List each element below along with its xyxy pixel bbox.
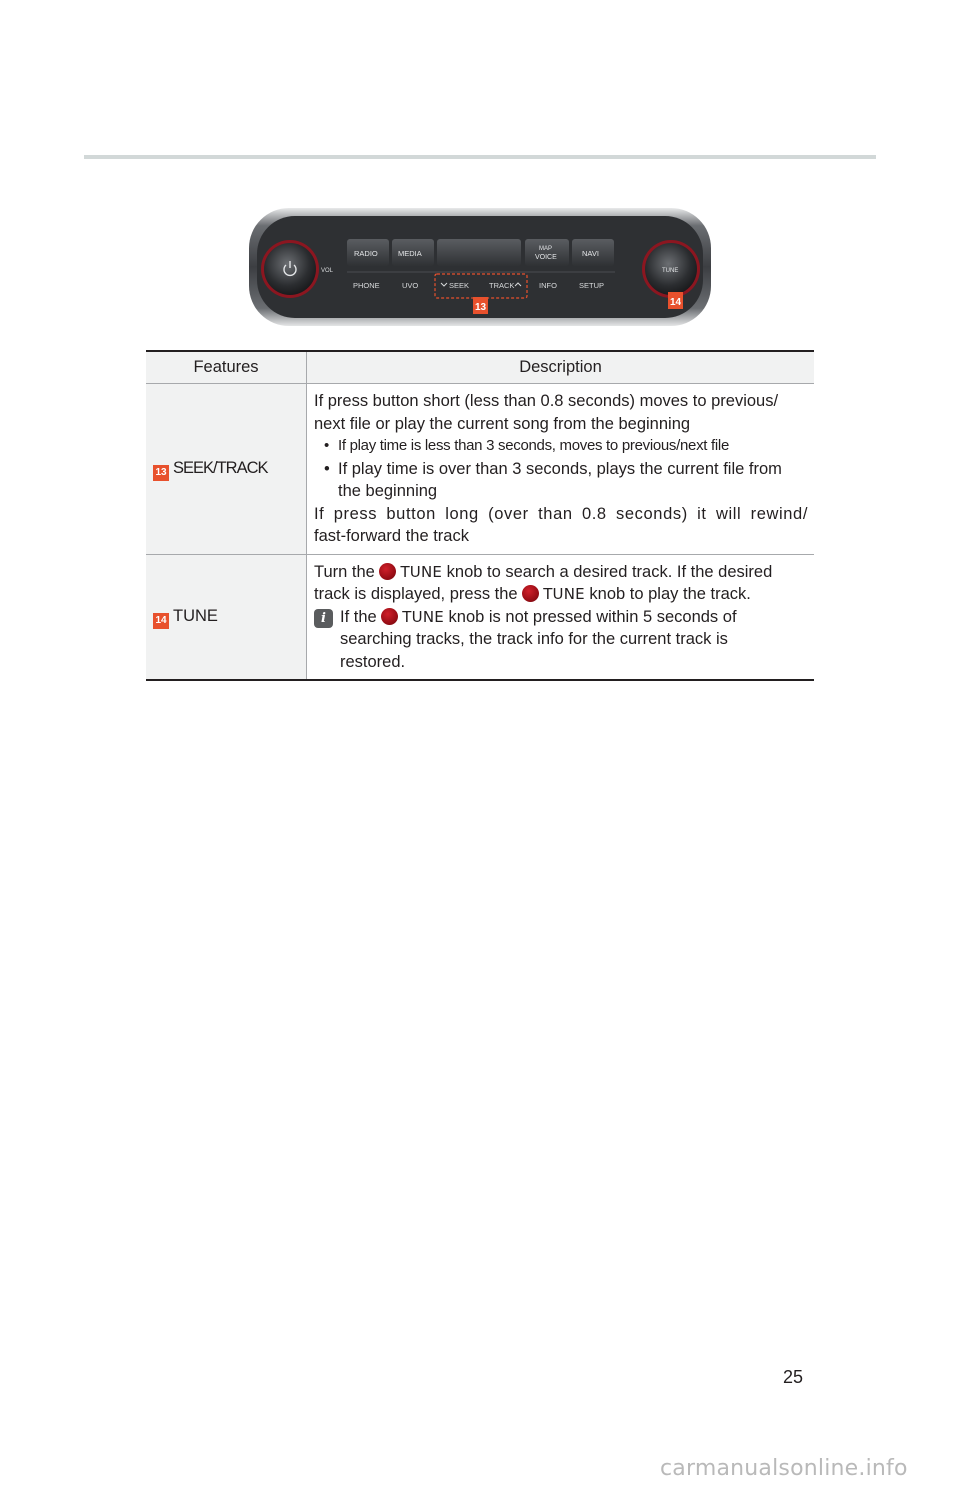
tune-knob-label: TUNE <box>662 268 679 274</box>
tune-knob-icon <box>381 608 398 625</box>
table-row-tune <box>146 554 814 680</box>
bullet-item <box>314 435 808 458</box>
number-badge-13: 13 <box>153 465 169 481</box>
watermark: carmanualsonline.info <box>660 1456 908 1481</box>
bullet-text: If play time is less than 3 seconds, moves to previous/next file <box>338 437 729 454</box>
info-note <box>314 606 808 674</box>
desc-line <box>314 561 808 584</box>
desc-text: knob to search a desired track. If the desired <box>446 562 773 581</box>
desc-text: knob to play the track. <box>589 585 751 603</box>
radio-label: RADIO <box>354 249 378 258</box>
page-number: 25 <box>783 1367 804 1387</box>
feature-label: TUNE <box>173 606 218 625</box>
setup-label[interactable]: SETUP <box>579 281 605 290</box>
top-rule <box>84 155 876 159</box>
center-blank-button[interactable] <box>437 239 521 266</box>
description-cell <box>307 384 815 555</box>
bullet-continuation: the beginning <box>338 482 438 500</box>
desc-line: next file or play the current song from the beginning <box>314 414 691 433</box>
bullet-text: If play time is over than 3 seconds, plays the current file from <box>338 459 782 478</box>
note-line <box>340 606 808 629</box>
media-label: MEDIA <box>398 249 422 258</box>
number-badge-14: 14 <box>153 613 169 629</box>
phone-label[interactable]: PHONE <box>353 281 380 290</box>
note-line: searching tracks, the track info for the current track is <box>340 630 728 648</box>
info-label[interactable]: INFO <box>539 281 557 290</box>
tune-word: TUNE <box>402 607 444 626</box>
bullet-item <box>314 458 808 481</box>
desc-line: If press button long (over than 0.8 seconds) it will rewind/ <box>314 504 808 523</box>
vol-label: VOL <box>321 268 334 274</box>
feature-label: SEEK/TRACK <box>173 458 268 477</box>
description-cell <box>307 554 815 680</box>
tune-knob-icon <box>522 585 539 602</box>
desc-line: If press button short (less than 0.8 seconds) moves to previous/ <box>314 392 779 410</box>
desc-line <box>314 583 808 606</box>
info-icon: i <box>314 609 333 628</box>
desc-text: track is displayed, press the <box>314 585 518 603</box>
voice-label: VOICE <box>535 254 557 261</box>
track-label[interactable]: TRACK <box>489 281 515 290</box>
tune-word: TUNE <box>400 562 443 581</box>
features-table <box>146 350 814 681</box>
feature-cell <box>146 554 307 680</box>
seek-label[interactable]: SEEK <box>449 281 470 290</box>
feature-cell <box>146 384 307 555</box>
tune-knob-icon <box>379 563 396 580</box>
note-line: restored. <box>340 652 406 671</box>
header-features: Features <box>146 351 307 384</box>
table-header-row <box>146 351 814 384</box>
callout-14-text: 14 <box>670 297 682 308</box>
map-voice-button[interactable] <box>525 239 569 266</box>
callout-13-text: 13 <box>475 302 487 313</box>
uvo-label[interactable]: UVO <box>402 281 419 290</box>
bullet-icon: • <box>324 459 330 478</box>
note-text: knob is not pressed within 5 seconds of <box>448 607 737 626</box>
table-row-seek-track <box>146 384 814 555</box>
navi-label: NAVI <box>582 249 599 258</box>
control-panel-figure <box>249 208 711 326</box>
header-description: Description <box>307 351 815 384</box>
tune-word: TUNE <box>543 585 585 603</box>
bullet-icon: • <box>324 437 329 454</box>
note-text: If the <box>340 607 377 626</box>
map-label: MAP <box>539 246 553 252</box>
desc-line: fast-forward the track <box>314 527 469 545</box>
desc-text: Turn the <box>314 562 375 581</box>
